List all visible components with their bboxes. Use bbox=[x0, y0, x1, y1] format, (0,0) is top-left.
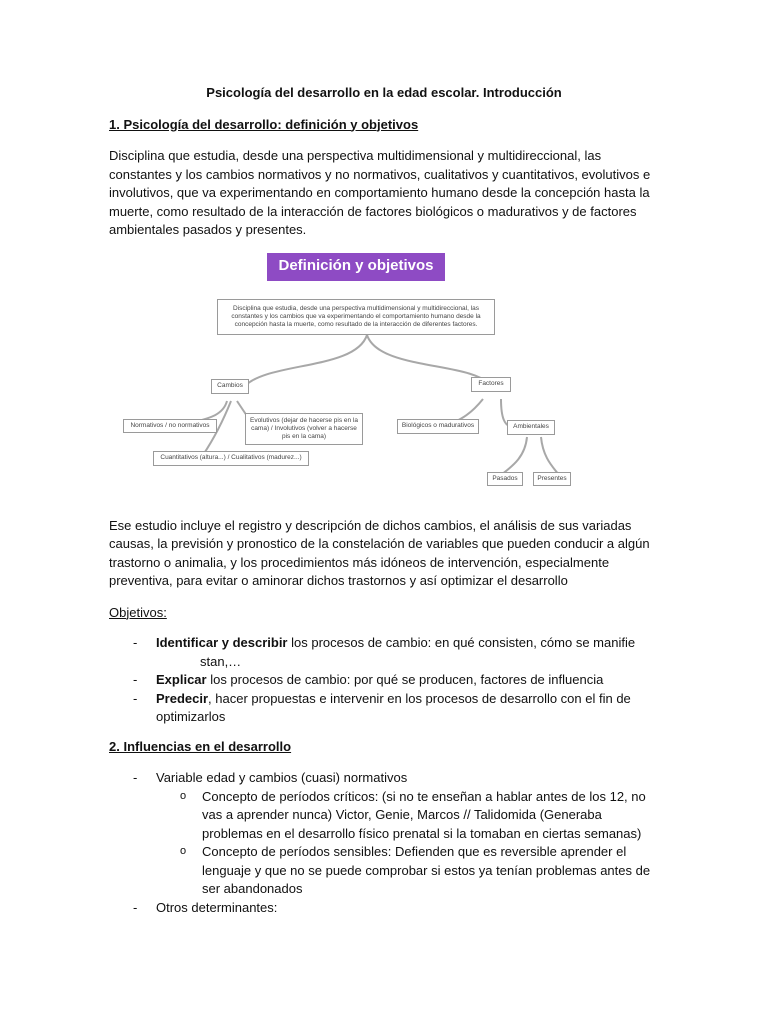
diagram-cambios-node: Cambios bbox=[211, 379, 249, 394]
list-item bbox=[109, 769, 659, 899]
document-title: Psicología del desarrollo en la edad escolar. Introducción bbox=[206, 85, 562, 100]
influencia-item: Variable edad y cambios (cuasi) normativos bbox=[156, 770, 408, 785]
sublist-item: o Concepto de períodos críticos: (si no te enseñan a hablar antes de los 12, no vas a aprender nunca) Victor, Genie, Marcos // Talidomida (Generaba problemas en el desarrollo físico prenatal si la tomaban en ciertas semanas) bbox=[156, 788, 659, 844]
diagram-biologicos-node: Biológicos o madurativos bbox=[397, 419, 479, 434]
objetivo-text: los procesos de cambio: en qué consisten, cómo se manifie bbox=[287, 635, 636, 650]
objetivos-label: Objetivos: bbox=[109, 604, 167, 620]
objetivo-bold: Predecir bbox=[156, 690, 209, 706]
objetivo-continuation: stan,… bbox=[200, 653, 242, 669]
section-1-heading: 1. Psicología del desarrollo: definición y objetivos bbox=[109, 116, 419, 132]
objetivo-bold: Identificar y describir bbox=[156, 635, 288, 650]
objetivo-text: los procesos de cambio: por qué se producen, factores de influencia bbox=[206, 672, 604, 687]
objetivos-list bbox=[109, 634, 659, 727]
diagram-normativos-node: Normativos / no normativos bbox=[123, 419, 217, 433]
concept-map-diagram bbox=[115, 253, 575, 503]
diagram-pasados-node: Pasados bbox=[487, 472, 523, 486]
diagram-root-box: Disciplina que estudia, desde una perspectiva multidimensional y multidireccional, las constantes y los cambios que va experimentando el comportamiento humano desde la concepción hasta la muerte, como resultado de la interacción de diferentes factores. bbox=[217, 299, 495, 335]
diagram-ambientales-node: Ambientales bbox=[507, 420, 555, 435]
list-item: - Otros determinantes: bbox=[109, 899, 659, 918]
diagram-cuantitativos-node: Cuantitativos (altura...) / Cualitativos (madurez...) bbox=[153, 451, 309, 466]
diagram-factores-node: Factores bbox=[471, 377, 511, 392]
document-page bbox=[109, 84, 659, 928]
section-1-paragraph-2: Ese estudio incluye el registro y descripción de dichos cambios, el análisis de sus variadas causas, la previsión y pronostico de la constelación de variables que pueden conducir a algún trastorno o animalia, y los procedimientos más idóneos de intervención, especialmente preventiva, para evitar o aminorar dichos trastornos y así optimizar el desarrollo bbox=[109, 517, 650, 588]
influencia-sublist bbox=[156, 788, 659, 899]
section-1-paragraph: Disciplina que estudia, desde una perspectiva multidimensional y multidireccional, las constantes y los cambios normativos y no normativos, cualitativos y cuantitativos, evolutivos e involutivos, que va experimentando en comportamiento humano desde la concepción hasta la muerte, como resultado de la interacción de factores biológicos o madurativos y de factores ambientales pasados y presentes. bbox=[109, 148, 651, 237]
diagram-evolutivos-node: Evolutivos (dejar de hacerse pis en la cama) / Involutivos (volver a hacerse pis en la cama) bbox=[245, 413, 363, 445]
sublist-item: o Concepto de períodos sensibles: Defienden que es reversible aprender el lenguaje y que no se puede comprobar si estos ya tenían problemas antes de ser abandonados bbox=[156, 843, 659, 899]
objetivo-text: , hacer propuestas e intervenir en los procesos de desarrollo con el fin de optimizarlos bbox=[156, 690, 631, 724]
section-2-heading: 2. Influencias en el desarrollo bbox=[109, 738, 292, 754]
list-item bbox=[109, 671, 659, 690]
list-item bbox=[109, 634, 659, 671]
diagram-title: Definición y objetivos bbox=[267, 253, 445, 281]
list-item bbox=[109, 690, 659, 727]
diagram-presentes-node: Presentes bbox=[533, 472, 571, 486]
objetivo-bold: Explicar bbox=[156, 672, 207, 687]
influencias-list bbox=[109, 769, 659, 917]
